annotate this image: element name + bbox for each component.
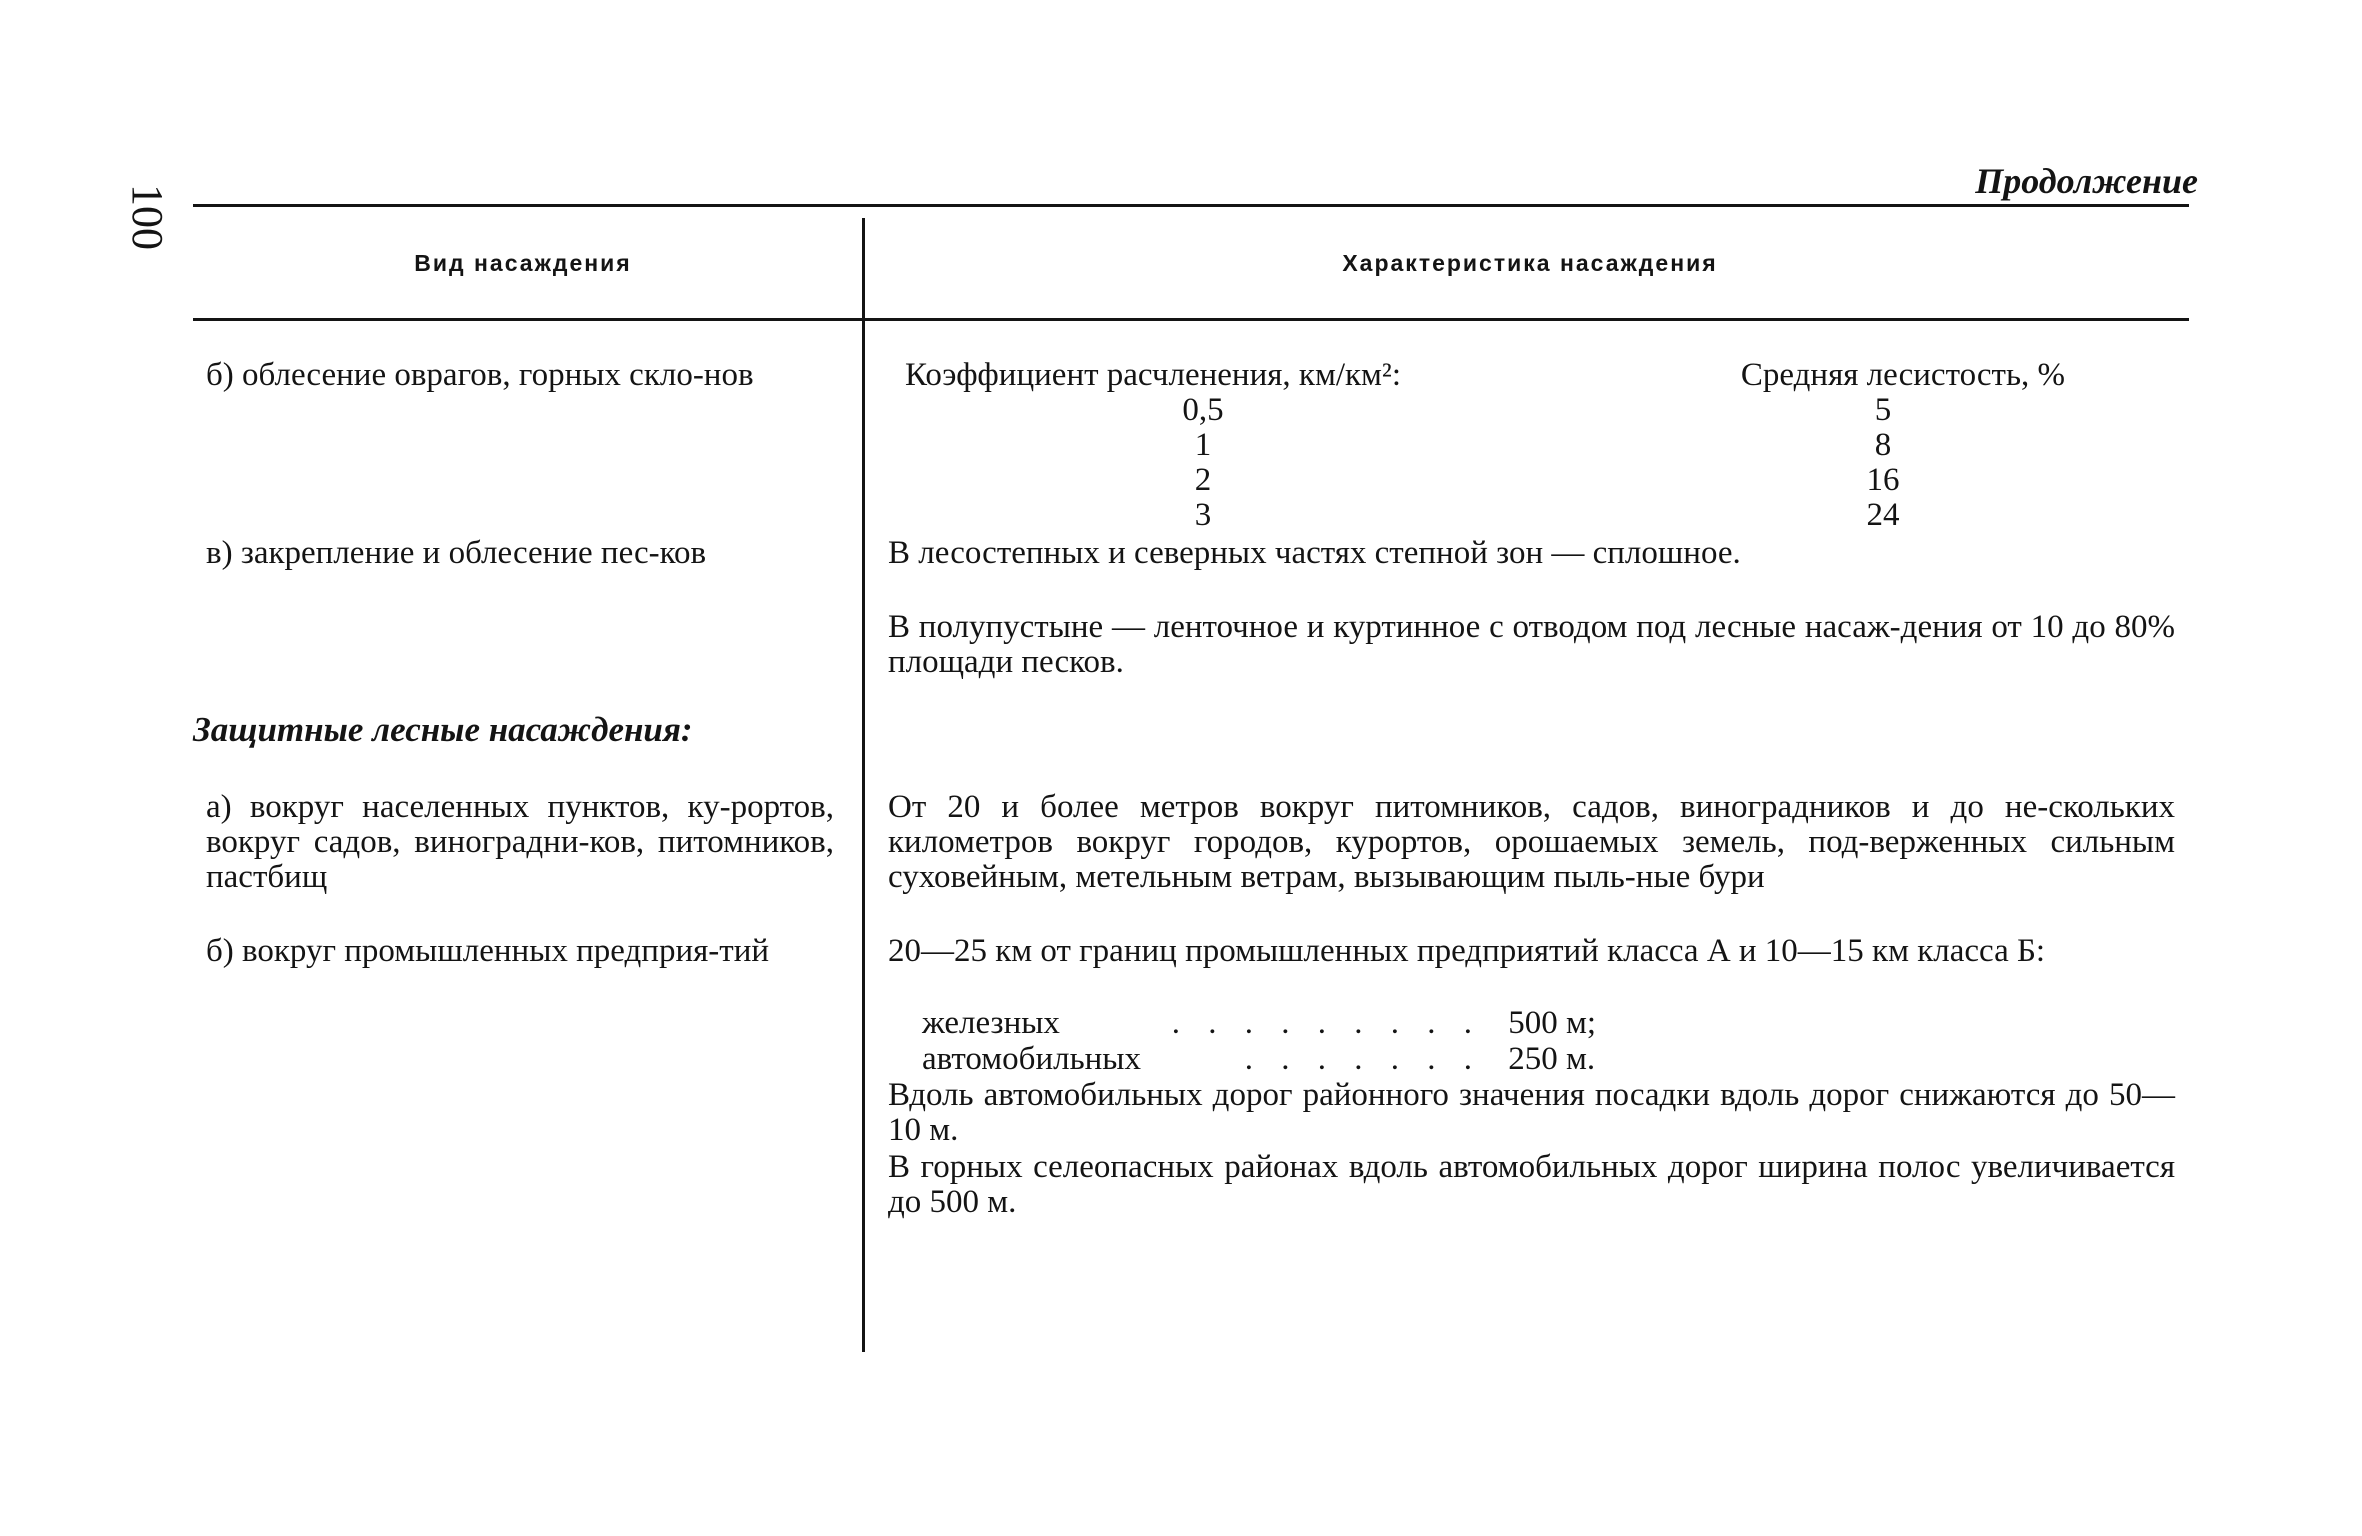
coefficient-values [1163, 393, 1243, 533]
forestation-value: 8 [1874, 427, 1892, 463]
header-rule [193, 318, 2189, 321]
header-type: Вид насаждения [414, 250, 632, 276]
coefficient-value: 3 [1194, 497, 1212, 533]
section-title: Защитные лесные насаждения: [193, 710, 693, 749]
top-rule [193, 204, 2189, 207]
row-sands-text-1: В лесостепных и северных частях степной зон — сплошное. [888, 535, 1741, 571]
road-value: 500 м; [1508, 1005, 1597, 1041]
road-name: автомобильных [922, 1041, 1141, 1077]
row-industrial-text-2: Вдоль автомобильных дорог районного значения посадки вдоль дорог снижаются до 50—10 м. [888, 1077, 2175, 1148]
coefficient-value: 1 [1194, 427, 1212, 463]
row-settlements-text: От 20 и более метров вокруг питомников, садов, виноградников и до не-скольких километров вокруг городов, курортов, орошаемых земель, под-верженных сильным суховейным, метельным ветрам, вызывающим пыль-ные бури [888, 789, 2175, 895]
row-sands-text-2: В полупустыне — ленточное и куртинное с отводом под лесные насаж-дения от 10 до 80% площади песков. [888, 609, 2175, 680]
row-industrial-text-3: В горных селеопасных районах вдоль автомобильных дорог ширина полос увеличивается до 500 м. [888, 1149, 2175, 1220]
forestation-value: 24 [1866, 497, 1900, 533]
road-name: железных [922, 1005, 1060, 1041]
header-characteristics: Характеристика насаждения [1342, 250, 1718, 276]
coefficient-value: 0,5 [1182, 392, 1224, 428]
row-industrial-text-1: 20—25 км от границ промышленных предприятий класса А и 10—15 км класса Б: [888, 933, 2046, 969]
row-sands-type: в) закрепление и облесение пес-ков [206, 535, 707, 571]
road-value: 250 м. [1508, 1041, 1596, 1077]
forestation-value: 16 [1866, 462, 1900, 498]
row-industrial-type: б) вокруг промышленных предприя-тий [206, 933, 770, 969]
column-divider [862, 218, 865, 1352]
road-dots: . . . . . . . . . [1171, 1005, 1482, 1041]
continuation-label: Продолжение [1975, 161, 2198, 201]
forestation-label: Средняя лесистость, % [1740, 357, 2065, 393]
coefficient-value: 2 [1194, 462, 1212, 498]
row-ravines-type: б) облесение оврагов, горных скло-нов [206, 357, 754, 393]
page-number: 100 [123, 184, 172, 250]
road-row [922, 1006, 1722, 1041]
road-dots: . . . . . . . [1244, 1041, 1482, 1077]
forestation-value: 5 [1874, 392, 1892, 428]
row-settlements-type: а) вокруг населенных пунктов, ку-рортов, вокруг садов, виноградни-ков, питомников, пастбищ [206, 789, 834, 895]
coefficient-table [905, 358, 2065, 533]
coefficient-label: Коэффициент расчленения, км/км²: [905, 357, 1401, 393]
forestation-values [1843, 393, 1923, 533]
road-row [922, 1042, 1722, 1077]
